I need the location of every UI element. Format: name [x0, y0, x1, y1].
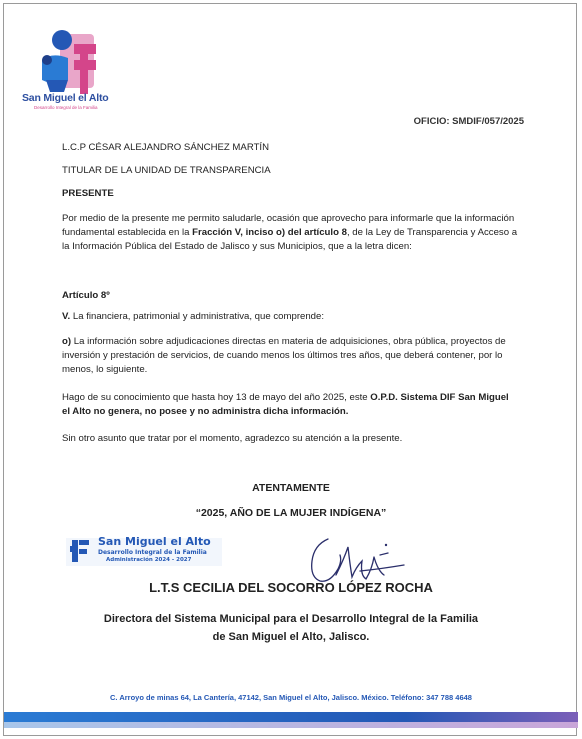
logo-name — [22, 92, 108, 104]
inciso-o-text: La información sobre adjudicaciones directas en materia de adquisiciones, obra pública, proyectos de inversión y prestación de servicios, de cuando menos los últimos tres años, que deberá contener, por lo menos, lo siguiente. — [62, 336, 506, 375]
fraccion-v-label: V. — [62, 311, 71, 322]
fraccion-v-text: La financiera, patrimonial y administrativa, que comprende: — [70, 311, 325, 322]
stamp-administration: Administración 2024 - 2027 — [106, 557, 192, 563]
stamp-title: San Miguel el Alto — [98, 535, 211, 548]
footer-stripe-bottom — [4, 722, 578, 728]
paragraph-closing: Sin otro asunto que tratar por el momento, agradezco su atención a la presente. — [62, 433, 403, 444]
recipient-name: L.C.P CÉSAR ALEJANDRO SÁNCHEZ MARTÍN — [62, 142, 270, 153]
paragraph-intro — [62, 212, 518, 254]
presente-label: PRESENTE — [62, 188, 114, 199]
paragraph-statement — [62, 391, 518, 419]
recipient-title: TITULAR DE LA UNIDAD DE TRANSPARENCIA — [62, 165, 271, 176]
articulo-heading: Artículo 8º — [62, 290, 110, 301]
fraccion-v — [62, 310, 518, 324]
lema: “2025, AÑO DE LA MUJER INDÍGENA” — [195, 507, 387, 519]
handwritten-signature — [300, 525, 410, 587]
footer-stripe-top — [4, 712, 578, 722]
logo-name-part1: San Miguel — [22, 92, 76, 104]
statement-text-bold: O.P.D. Sistema DIF San Miguel el Alto no genera, no posee y no administra dicha información. — [62, 392, 509, 417]
inciso-o-label: o) — [62, 336, 72, 347]
signer-role-line1: Directora del Sistema Municipal para el Desarrollo Integral de la Familia — [103, 613, 479, 625]
intro-text-c: , de la Ley de Transparencia y Acceso a la Información Pública del Estado de Jalisco y sus Municipios, que a la letra dicen: — [62, 227, 518, 252]
footer-address: C. Arroyo de minas 64, La Cantería, 47142, San Miguel el Alto, Jalisco. México. Teléfono: 347 788 4648 — [110, 693, 472, 702]
logo-tagline: Desarrollo Integral de la Familia — [34, 105, 98, 110]
stamp-subtitle: Desarrollo Integral de la Familia — [98, 549, 207, 556]
logo-name-part2: el Alto — [78, 92, 109, 104]
inciso-o — [62, 335, 518, 377]
atentamente: ATENTAMENTE — [252, 482, 330, 494]
statement-text-a: Hago de su conocimiento que hasta hoy 13 de mayo del año 2025, este — [62, 392, 371, 403]
signer-name: L.T.S CECILIA DEL SOCORRO LÓPEZ ROCHA — [149, 580, 433, 595]
signer-role-line2: de San Miguel el Alto, Jalisco. — [212, 631, 370, 643]
intro-text-a: Por medio de la presente me permito saludarle, ocasión que aprovecho para informarle que la información fundamental establecida en la — [62, 213, 515, 238]
oficio-number: OFICIO: SMDIF/057/2025 — [413, 116, 524, 127]
intro-text-bold: Fracción V, inciso o) del artículo 8 — [192, 227, 347, 238]
